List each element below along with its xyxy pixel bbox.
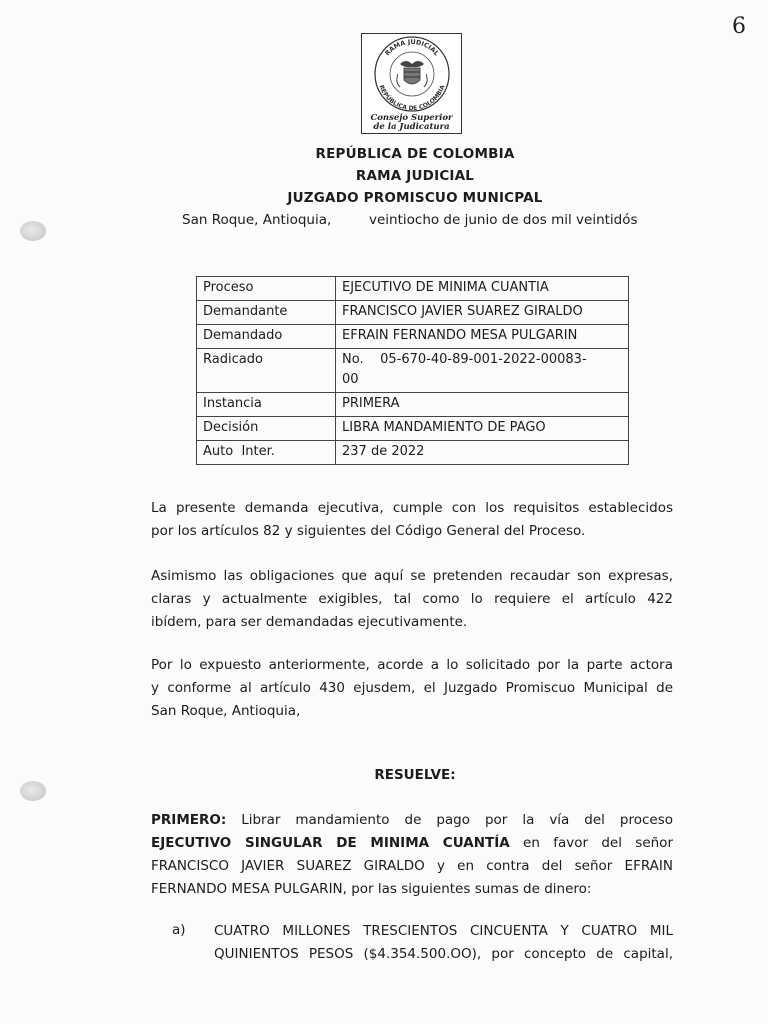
header-country: REPÚBLICA DE COLOMBIA (315, 146, 515, 162)
row-label: Proceso (197, 277, 336, 301)
paragraph-line: Por lo expuesto anteriormente, acorde a lo solicitado por la parte actora (151, 657, 673, 673)
paragraph-obligations (151, 565, 673, 634)
paragraph-line: Asimismo las obligaciones que aquí se pretenden recaudar son expresas, (151, 568, 673, 584)
row-label: Decisión (197, 417, 336, 441)
paragraph-line: FERNANDO MESA PULGARIN, por las siguientes sumas de dinero: (151, 881, 592, 897)
paragraph-line: La presente demanda ejecutiva, cumple con los requisitos establecidos (151, 500, 673, 516)
paragraph-line: QUINIENTOS PESOS ($4.354.500.OO), por concepto de capital, (214, 946, 673, 962)
table-row (197, 277, 629, 301)
row-value: EJECUTIVO DE MINIMA CUANTIA (336, 277, 629, 301)
paragraph-foregoing (151, 654, 673, 723)
row-label: Auto Inter. (197, 441, 336, 465)
primero-text: Librar mandamiento de pago por la vía del proceso (226, 812, 673, 828)
paragraph-line: y conforme al artículo 430 ejusdem, el Juzgado Promiscuo Municipal de (151, 680, 673, 696)
item-a-text (214, 920, 673, 966)
table-row (197, 441, 629, 465)
row-value: EFRAIN FERNANDO MESA PULGARIN (336, 325, 629, 349)
paragraph-line: San Roque, Antioquia, (151, 703, 301, 719)
header-court: JUZGADO PROMISCUO MUNICPAL (287, 190, 543, 206)
punch-hole-top (20, 221, 46, 241)
row-value: FRANCISCO JAVIER SUAREZ GIRALDO (336, 301, 629, 325)
svg-text:RAMA JUDICIAL: RAMA JUDICIAL (383, 37, 441, 58)
paragraph-requirements (151, 497, 673, 543)
paragraph-line: ibídem, para ser demandadas ejecutivamente. (151, 614, 468, 630)
primero-text: en favor del señor (509, 835, 673, 851)
seal-caption-line2: de la Judicatura (373, 122, 450, 132)
paragraph-line: FRANCISCO JAVIER SUAREZ GIRALDO y en contra del señor EFRAIN (151, 858, 673, 874)
case-info-table (196, 276, 629, 465)
row-label: Demandado (197, 325, 336, 349)
radicado-line2: 00 (342, 372, 359, 387)
row-value: PRIMERA (336, 393, 629, 417)
row-value (336, 349, 629, 393)
table-row (197, 301, 629, 325)
item-a-label: a) (172, 922, 186, 938)
proceso-type: EJECUTIVO SINGULAR DE MINIMA CUANTÍA (151, 835, 510, 851)
table-row (197, 325, 629, 349)
resuelve-heading: RESUELVE: (374, 767, 456, 783)
paragraph-line: CUATRO MILLONES TRESCIENTOS CINCUENTA Y CUATRO MIL (214, 923, 673, 939)
primero-label: PRIMERO: (151, 812, 227, 828)
row-label: Instancia (197, 393, 336, 417)
page-number: 6 (732, 14, 746, 39)
punch-hole-bottom (20, 781, 46, 801)
paragraph-line: por los artículos 82 y siguientes del Código General del Proceso. (151, 523, 586, 539)
svg-text:REPÚBLICA DE COLOMBIA: REPÚBLICA DE COLOMBIA (377, 84, 447, 113)
radicado-line1: No. 05-670-40-89-001-2022-00083- (342, 352, 587, 367)
paragraph-line: claras y actualmente exigibles, tal como lo requiere el artículo 422 (151, 591, 673, 607)
table-row (197, 417, 629, 441)
row-label: Demandante (197, 301, 336, 325)
row-value: 237 de 2022 (336, 441, 629, 465)
place: San Roque, Antioquia, (182, 212, 332, 228)
paragraph-primero (151, 809, 673, 901)
row-value: LIBRA MANDAMIENTO DE PAGO (336, 417, 629, 441)
table-row (197, 349, 629, 393)
header-branch: RAMA JUDICIAL (355, 168, 475, 184)
table-row (197, 393, 629, 417)
date: veintiocho de junio de dos mil veintidós (369, 212, 638, 228)
seal-caption-line1: Consejo Superior (370, 113, 453, 123)
judicial-seal (361, 33, 462, 134)
row-label: Radicado (197, 349, 336, 393)
coat-of-arms-icon (362, 34, 463, 114)
